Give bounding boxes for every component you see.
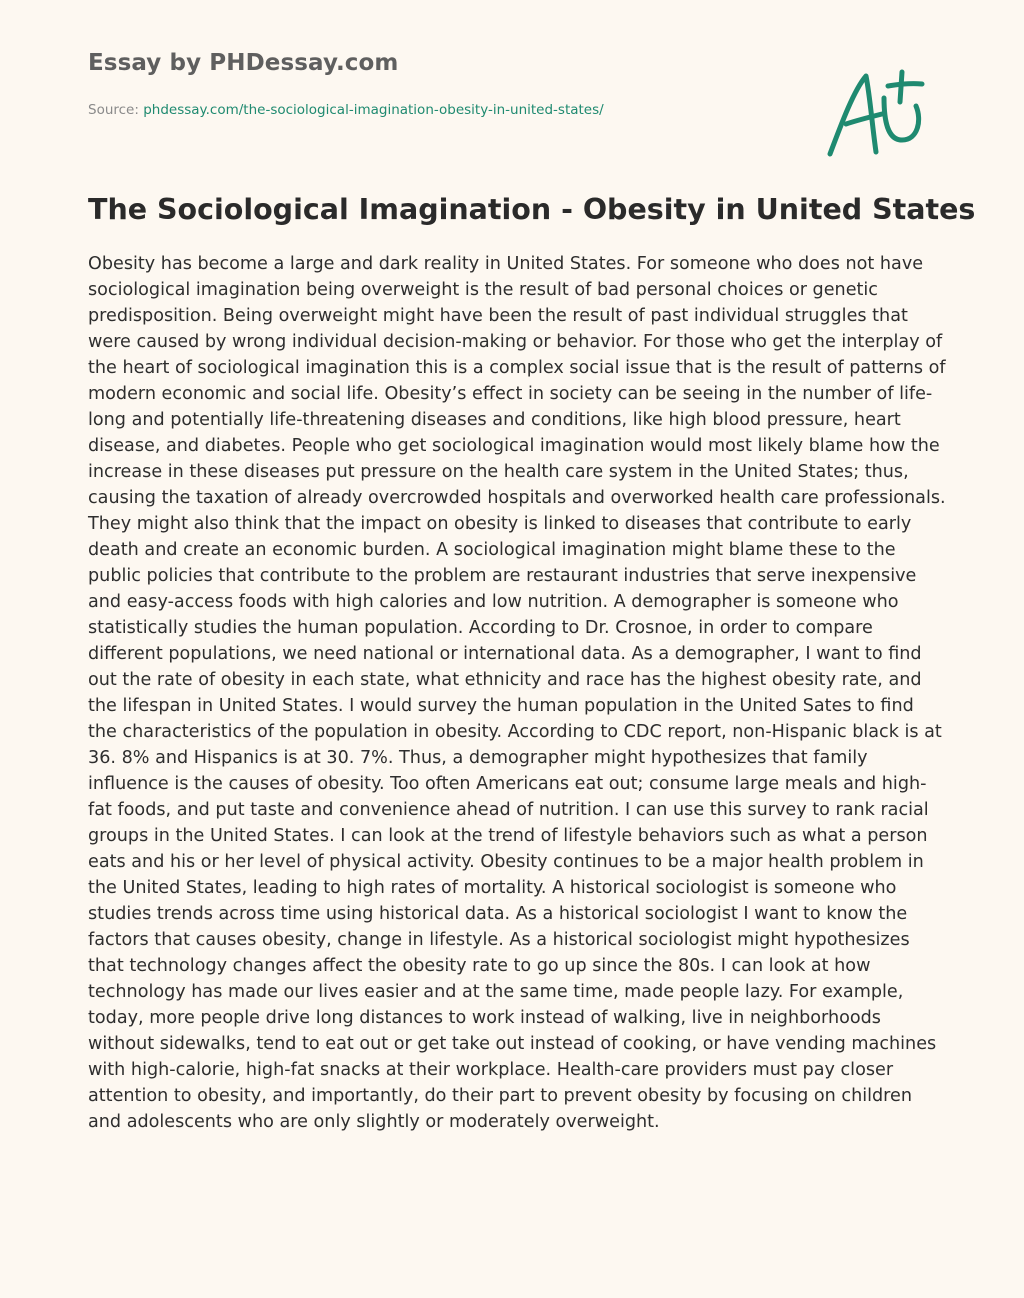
source-label: Source:	[88, 102, 139, 118]
source-line	[88, 102, 604, 118]
source-link[interactable]: phdessay.com/the-sociological-imagination-obesity-in-united-states/	[143, 102, 604, 118]
site-brand: Essay by PHDessay.com	[88, 50, 399, 76]
a-plus-icon	[818, 62, 930, 162]
essay-title: The Sociological Imagination - Obesity in United States	[88, 193, 976, 226]
essay-body: Obesity has become a large and dark reality in United States. For someone who does not have sociological imagination being overweight is the result of bad personal choices or genetic predisposition. Being overweight might have been the result of past individual struggles that were caused by wrong individual decision-making or behavior. For those who get the interplay of the heart of sociological imagination this is a complex social issue that is the result of patterns of modern economic and social life. Obesity’s effect in society can be seeing in the number of life-long and potentially life-threatening diseases and conditions, like high blood pressure, heart disease, and diabetes. People who get sociological imagination would most likely blame how the increase in these diseases put pressure on the health care system in the United States; thus, causing the taxation of already overcrowded hospitals and overworked health care professionals. They might also think that the impact on obesity is linked to diseases that contribute to early death and create an economic burden. A sociological imagination might blame these to the public policies that contribute to the problem are restaurant industries that serve inexpensive and easy-access foods with high calories and low nutrition. A demographer is someone who statistically studies the human population. According to Dr. Crosnoe, in order to compare different populations, we need national or international data. As a demographer, I want to find out the rate of obesity in each state, what ethnicity and race has the highest obesity rate, and the lifespan in United States. I would survey the human population in the United Sates to find the characteristics of the population in obesity. According to CDC report, non-Hispanic black is at 36. 8% and Hispanics is at 30. 7%. Thus, a demographer might hypothesizes that family influence is the causes of obesity. Too often Americans eat out; consume large meals and high-fat foods, and put taste and convenience ahead of nutrition. I can use this survey to rank racial groups in the United States. I can look at the trend of lifestyle behaviors such as what a person eats and his or her level of physical activity. Obesity continues to be a major health problem in the United States, leading to high rates of mortality. A historical sociologist is someone who studies trends across time using historical data. As a historical sociologist I want to know the factors that causes obesity, change in lifestyle. As a historical sociologist might hypothesizes that technology changes affect the obesity rate to go up since the 80s. I can look at how technology has made our lives easier and at the same time, made people lazy. For example, today, more people drive long distances to work instead of walking, live in neighborhoods without sidewalks, tend to eat out or get take out instead of cooking, or have vending machines with high-calorie, high-fat snacks at their workplace. Health-care providers must pay closer attention to obesity, and importantly, do their part to prevent obesity by focusing on children and adolescents who are only slightly or moderately overweight.	[88, 254, 946, 1132]
